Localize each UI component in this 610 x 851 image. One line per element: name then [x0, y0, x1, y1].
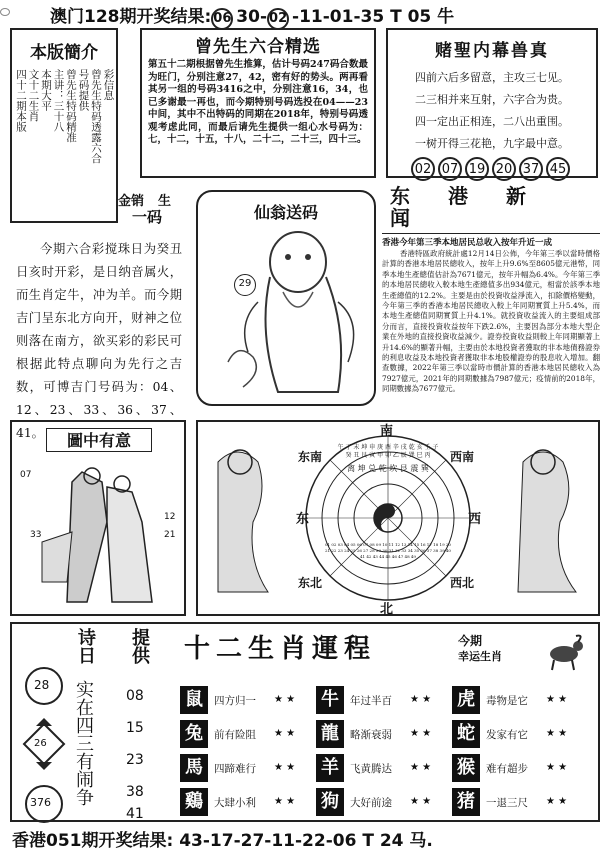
provide-label: 提供 — [129, 628, 150, 664]
master-body: 第五十二期根据曾先生推算，估计号码247码合数最为旺门，分别注意27，42，密有好的势头。两再看其另一组的号码3416之中，分别注意16，34，也已多谢最一再也，而今期特别号码选投在04——23中间，其中不出特码的同期在2018年，特别号码透观考虑此同，而最后请先生提供一组心水号码为：七，十二，十五，十八，二十二，二十三，四十三。 — [148, 59, 368, 145]
news-title: 东港新闻 — [390, 184, 564, 230]
puzzle-ball: 02 — [411, 157, 435, 181]
puzzle-ball: 19 — [465, 157, 489, 181]
zodiac-sign: 蛇 — [452, 720, 480, 748]
header-prefix: 澳门128期开奖结果: — [50, 7, 212, 27]
star-icon: ★ ★ — [410, 694, 432, 705]
zodiac-sign: 馬 — [180, 754, 208, 782]
zodiac-sign: 狗 — [316, 788, 344, 816]
compass-ring-numbers: 01 02 03 04 05 06 07 08 09 10 11 12 13 14 15 16 17 18 19 20 21 22 23 24 25 26 27 28 29 30 31 32 33 34 35 36 37 38 39 40 41 42 43 44 45 46 47 48 49 — [325, 542, 451, 559]
fortune-panel — [196, 190, 376, 406]
bottom-panel — [10, 622, 600, 822]
intro-columns — [12, 69, 116, 164]
goat-icon — [542, 632, 586, 672]
picture-number: 07 — [20, 470, 32, 480]
zodiac-text: 一退三尺 — [486, 797, 528, 809]
compass-nw: 西北 — [450, 576, 475, 590]
zodiac-sign: 牛 — [316, 686, 344, 714]
compass-ring-branches: 午 丁 未 坤 申 庚 酉 辛 戌 乾 亥 壬 子 癸 丑 艮 寅 甲 卯 乙 辰 巽 巳 丙 — [337, 444, 439, 459]
fortune-title: 仙翁送码 — [253, 203, 318, 222]
old-man-illustration — [198, 222, 374, 402]
picture-number: 21 — [164, 530, 176, 540]
star-icon: ★ ★ — [274, 728, 296, 739]
star-icon: ★ ★ — [274, 762, 296, 773]
compass-ne: 东北 — [298, 576, 323, 590]
intro-title: 本版簡介 — [30, 43, 98, 63]
puzzle-ball: 37 — [519, 157, 543, 181]
intro-col: 本期大平 — [40, 69, 52, 111]
star-icon: ★ ★ — [546, 796, 568, 807]
intro-col: 主讲：三十八 — [52, 69, 65, 132]
puzzle-ball: 45 — [546, 157, 570, 181]
intro-col: 彩信息 — [102, 69, 115, 101]
zodiac-sign: 龍 — [316, 720, 344, 748]
compass-west: 西 — [468, 512, 482, 527]
provide-number: 41 — [126, 806, 144, 822]
intro-col: 文十二生肖 — [27, 69, 40, 122]
master-panel — [140, 28, 376, 178]
star-icon: ★ ★ — [274, 796, 296, 807]
margin-mark — [0, 8, 10, 16]
news-body: 香港特區政府統計處12月14日公佈，今年第三季以當時價格計算的香港本地居民總收入，按年上升9.6%至8605億元港幣，同季本地生產總值估計為7671億元，按年升幅為6.4%。今年第三季的本地居民總收入較本地生產總值多出934億元，相當於該季本地生產總值的12.2%。主要是由於投資收益淨流入，扣除價格變動，今年第三季的香港本地居民總收入較上年同期實質上升5.4%，而本地生產總值同期實質上升4.1%。就投資收益流入的主要組成部分而言，直接投資收益按年下跌2.6%，主要因為部分本地大型企業在外地的直接投資收益減少。證券投資收益則較上年同期顯著上升14.6%的顯著升幅，主要由於本地投資者獲取的非本地債務證券的利息收益及本地投資者獲取非本地股權證券的股息收入增加。翻查數據，2022年第三季以當時市價計算的香港本地居民總收入為7927億元，2021年的同期數據為7987億元；疫情前的2018年，同期數據為7677億元。 — [382, 249, 600, 394]
zodiac-title: 十二生肖運程 — [184, 634, 377, 664]
zodiac-text: 略渐衰弱 — [350, 729, 392, 741]
zodiac-sign: 鼠 — [180, 686, 208, 714]
footer-result: 香港051期开奖结果: 43-17-27-11-22-06 T 24 马. — [12, 831, 433, 851]
zodiac-text: 毒物是它 — [486, 695, 528, 707]
intro-col: 曾先生特码透露六合 — [90, 69, 102, 164]
puzzle-line: 四一定出正相连，二八出重围。 — [415, 115, 569, 128]
compass-ring-trigrams: 离 坤 兑 乾 坎 艮 震 巽 — [347, 464, 429, 473]
provide-number: 08 — [126, 688, 144, 704]
compass-se: 东南 — [298, 450, 323, 464]
provide-number: 23 — [126, 752, 144, 768]
intro-col: 四十二期本版 — [15, 69, 27, 132]
puzzle-ball: 07 — [438, 157, 462, 181]
compass-east: 东 — [296, 512, 310, 527]
zodiac-text: 大肆小利 — [214, 797, 256, 809]
zodiac-text: 前有险阻 — [214, 729, 256, 741]
puzzle-balls — [388, 157, 596, 181]
sticker-b: 生 — [158, 194, 172, 209]
compass-sw: 西南 — [450, 450, 475, 464]
compass-north: 北 — [380, 602, 394, 617]
news-headline: 香港今年第三季本地居民总收入按年升近一成 — [382, 233, 600, 248]
star-icon: ★ ★ — [410, 796, 432, 807]
header-result: 澳门128期开奖结果: 06 30- 02 -11-01-35 T 05 牛 — [50, 2, 590, 24]
picture-number: 33 — [30, 530, 42, 540]
zodiac-text: 年过半百 — [350, 695, 392, 707]
puzzle-ball: 20 — [492, 157, 516, 181]
tip-text: 今期六合彩搅珠日为癸丑日亥时开彩，是日纳音属火，而生肖定牛，冲为羊。而今期吉门呈东北方向开，财神之位则落在南方，欲买彩的彩民可根据此特点聊向为先行之吉数，可博吉门号码为：04、12、23、33、36、37、41。 — [16, 242, 182, 440]
star-icon: ★ ★ — [274, 694, 296, 705]
picture-title: 圖中有意 — [46, 428, 152, 452]
header-ball: 06 — [211, 8, 233, 30]
poem-text: 实在四三有闹争 — [73, 680, 94, 806]
zodiac-sign: 鷄 — [180, 788, 208, 816]
zodiac-sign: 猪 — [452, 788, 480, 816]
compass-panel — [196, 420, 600, 616]
puzzle-line: 一树开得三花艳，九字最中意。 — [415, 137, 569, 150]
star-icon: ★ ★ — [546, 694, 568, 705]
zodiac-lucky-label: 幸运生肖 — [458, 650, 502, 663]
poem-label: 诗日 — [75, 628, 96, 664]
intro-panel — [10, 28, 118, 223]
zodiac-text: 飞黄腾达 — [350, 763, 392, 775]
picture-panel — [10, 420, 186, 616]
news-panel — [382, 185, 600, 413]
zodiac-sign: 虎 — [452, 686, 480, 714]
sticker-c: 一码 — [132, 208, 163, 226]
zodiac-text: 难有超步 — [486, 763, 528, 775]
zodiac-sign: 羊 — [316, 754, 344, 782]
intro-col: 号码提供 — [77, 69, 90, 111]
header-n2: 30 — [236, 7, 260, 27]
zodiac-text: 四方归一 — [214, 695, 256, 707]
puzzle-line: 四前六后多留意，主攻三七见。 — [415, 71, 569, 84]
provide-number: 15 — [126, 720, 144, 736]
puzzle-line: 二三相并来互射，六字合为贵。 — [415, 93, 569, 106]
fortune-ball: 29 — [234, 274, 256, 296]
star-icon: ★ ★ — [546, 728, 568, 739]
puzzle-title: 赌聖内幕兽真 — [435, 41, 549, 61]
dice-number: 26 — [34, 738, 47, 749]
header-rest: -11-01-35 T 05 牛 — [292, 7, 455, 27]
puzzle-panel — [386, 28, 598, 178]
zodiac-text: 发家有它 — [486, 729, 528, 741]
zodiac-sign: 兔 — [180, 720, 208, 748]
sticker-label — [118, 190, 182, 224]
zodiac-text: 大好前途 — [350, 797, 392, 809]
star-icon: ★ ★ — [410, 762, 432, 773]
dice-number: 376 — [30, 796, 51, 809]
zodiac-sign: 猴 — [452, 754, 480, 782]
zodiac-lucky-label: 今期 — [458, 634, 483, 648]
sticker-a: 金销 — [118, 194, 145, 209]
star-icon: ★ ★ — [410, 728, 432, 739]
compass-south: 南 — [380, 424, 394, 439]
intro-col: 曾先生特码精准 — [65, 69, 77, 143]
dice-number: 28 — [34, 678, 50, 692]
star-icon: ★ ★ — [546, 762, 568, 773]
picture-number: 12 — [164, 512, 176, 522]
zodiac-text: 四蹄难行 — [214, 763, 256, 775]
header-ball: 02 — [267, 8, 289, 30]
provide-number: 38 — [126, 784, 144, 800]
master-title: 曾先生六合精选 — [195, 37, 321, 57]
